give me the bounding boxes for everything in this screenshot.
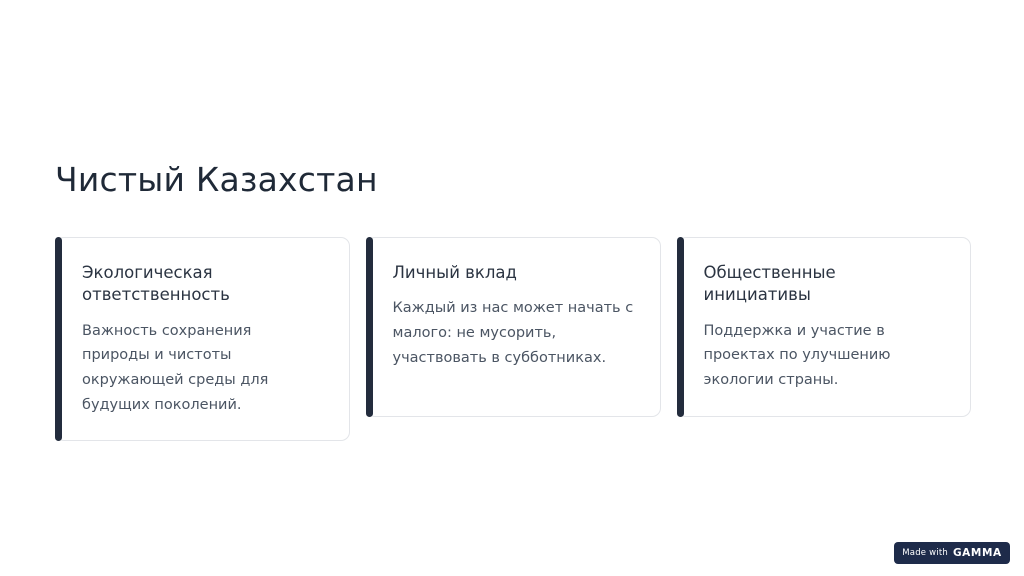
badge-made-with-label: Made with (902, 548, 948, 558)
page-title: Чистый Казахстан (55, 160, 378, 199)
card-ecological-responsibility[interactable] (55, 237, 350, 441)
card-public-initiatives[interactable] (677, 237, 972, 417)
card-body: Поддержка и участие в проектах по улучшению экологии страны. (703, 322, 891, 389)
made-with-gamma-badge[interactable] (894, 542, 1010, 564)
card-title: Экологическая ответственность (82, 263, 230, 305)
card-body: Каждый из нас может начать с малого: не мусорить, участвовать в субботниках. (392, 300, 634, 367)
card-list (55, 237, 971, 441)
card-title: Личный вклад (392, 263, 517, 282)
card-accent-bar (55, 237, 62, 441)
card-body: Важность сохранения природы и чистоты окружающей среды для будущих поколений. (82, 322, 269, 414)
card-accent-bar (677, 237, 684, 417)
card-accent-bar (366, 237, 373, 417)
card-personal-contribution[interactable] (366, 237, 661, 417)
card-title: Общественные инициативы (703, 263, 836, 305)
badge-brand-label: GAMMA (952, 547, 1002, 559)
